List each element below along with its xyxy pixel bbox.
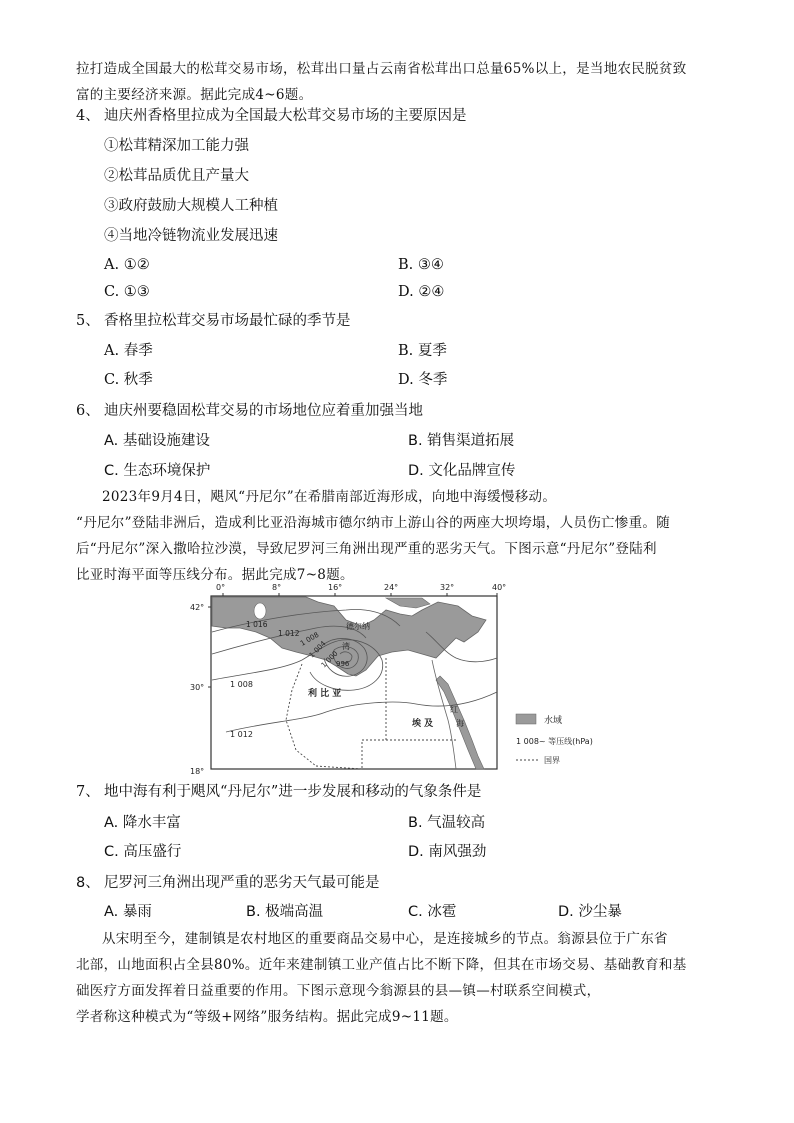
question-8-text: 尼罗河三角洲出现严重的恶劣天气最可能是	[104, 875, 380, 891]
lon-label: 40°	[492, 583, 507, 592]
option-a[interactable]: A. 降水丰富	[104, 815, 181, 831]
isobar-label: 1 000	[319, 649, 340, 670]
isobar-map	[186, 580, 726, 776]
option-a[interactable]: A. ①②	[104, 257, 150, 273]
town-line-2: 北部，山地面积占全县80%。近年来建制镇工业产值占比不断下降，但其在市场交易、基础教育和基	[76, 957, 687, 973]
town-line-3: 础医疗方面发挥着日益重要的作用。下图示意现今翁源县的县—镇—村联系空间模式，	[76, 983, 601, 999]
statement-3: ③政府鼓励大规模人工种植	[104, 198, 278, 214]
place-label: 湾	[342, 642, 350, 651]
question-7-number: 7、	[76, 784, 100, 800]
lat-label: 18°	[190, 767, 205, 776]
country-label-libya: 利 比 亚	[308, 689, 342, 699]
lon-label: 0°	[216, 583, 226, 592]
lon-label: 32°	[440, 583, 455, 592]
option-d[interactable]: D. 沙尘暴	[558, 904, 622, 920]
question-5-text: 香格里拉松茸交易市场最忙碌的季节是	[104, 313, 351, 329]
option-b[interactable]: B. 销售渠道拓展	[408, 433, 515, 449]
storm-paragraph	[76, 484, 724, 588]
option-a[interactable]: A. 春季	[104, 343, 153, 359]
option-a[interactable]: A. 暴雨	[104, 904, 152, 920]
option-c[interactable]: C. 生态环境保护	[104, 463, 211, 479]
isobar-label: 1 012	[230, 730, 253, 739]
town-line-1: 从宋明至今，建制镇是农村地区的重要商品交易中心，是连接城乡的节点。翁源县位于广东省	[102, 931, 668, 947]
place-label: 德尔纳	[346, 622, 370, 631]
lon-label: 24°	[384, 583, 399, 592]
question-5-number: 5、	[76, 313, 100, 329]
island	[254, 603, 266, 619]
legend-isobar-label: 1 008~ 等压线(hPa)	[516, 737, 593, 746]
place-label: 红	[450, 705, 458, 714]
question-number: 4、	[76, 108, 100, 124]
lon-label: 8°	[272, 583, 282, 592]
lon-label: 16°	[328, 583, 343, 592]
option-c[interactable]: C. 秋季	[104, 372, 153, 388]
town-paragraph	[76, 926, 724, 1030]
intro-line-1: 拉打造成全国最大的松茸交易市场，松茸出口量占云南省松茸出口总量65%以上，是当地农民脱贫致	[76, 61, 687, 77]
lat-label: 42°	[190, 603, 205, 612]
option-b[interactable]: B. 夏季	[398, 343, 447, 359]
question-8-number: 8、	[76, 875, 100, 891]
storm-line-3: 后“丹尼尔”深入撒哈拉沙漠，导致尼罗河三角洲出现严重的恶劣天气。下图示意“丹尼尔”登陆利	[76, 541, 657, 557]
place-label: 海	[456, 719, 464, 728]
statement-2: ②松茸品质优且产量大	[104, 168, 249, 184]
question-7-text: 地中海有利于飓风“丹尼尔”进一步发展和移动的气象条件是	[104, 784, 482, 800]
option-b[interactable]: B. 气温较高	[408, 815, 486, 831]
isobar-label: 1 012	[278, 629, 300, 638]
intro-paragraph	[76, 56, 724, 108]
legend-water-swatch	[516, 714, 536, 724]
isobar-label: 1 008	[230, 680, 253, 689]
question-6-text: 迪庆州要稳固松茸交易的市场地位应着重加强当地	[104, 403, 423, 419]
option-d[interactable]: D. 南风强劲	[408, 844, 487, 860]
question-6-number: 6、	[76, 403, 100, 419]
isobar-label: 1 008	[299, 630, 321, 648]
option-b[interactable]: B. ③④	[398, 257, 444, 273]
option-c[interactable]: C. 冰雹	[408, 904, 457, 920]
option-d[interactable]: D. 文化品牌宣传	[408, 463, 516, 479]
statement-4: ④当地冷链物流业发展迅速	[104, 228, 278, 244]
option-c[interactable]: C. 高压盛行	[104, 844, 182, 860]
storm-line-4: 比亚时海平面等压线分布。据此完成7~8题。	[76, 567, 354, 583]
option-a[interactable]: A. 基础设施建设	[104, 433, 210, 449]
storm-line-2: “丹尼尔”登陆非洲后，造成利比亚沿海城市德尔纳市上游山谷的两座大坝垮塌，人员伤亡惨重。随	[76, 515, 671, 531]
question-4-text: 迪庆州香格里拉成为全国最大松茸交易市场的主要原因是	[104, 108, 467, 124]
town-line-4: 学者称这种模式为“等级+网络”服务结构。据此完成9~11题。	[76, 1009, 458, 1025]
statement-1: ①松茸精深加工能力强	[104, 138, 249, 154]
intro-line-2: 富的主要经济来源。据此完成4~6题。	[76, 87, 313, 103]
isobar-label: 996	[336, 660, 350, 668]
isobar-label: 1 004	[307, 639, 328, 660]
storm-line-1: 2023年9月4日，飓风“丹尼尔”在希腊南部近海形成，向地中海缓慢移动。	[102, 489, 557, 505]
option-d[interactable]: D. 冬季	[398, 372, 448, 388]
country-label-egypt: 埃 及	[412, 719, 434, 729]
isobar-label: 1 016	[246, 620, 268, 629]
option-c[interactable]: C. ①③	[104, 284, 150, 300]
option-b[interactable]: B. 极端高温	[246, 904, 324, 920]
option-d[interactable]: D. ②④	[398, 284, 445, 300]
lat-label: 30°	[190, 683, 205, 692]
legend-water-label: 水域	[544, 716, 563, 726]
legend-border-label: 国界	[544, 756, 560, 765]
